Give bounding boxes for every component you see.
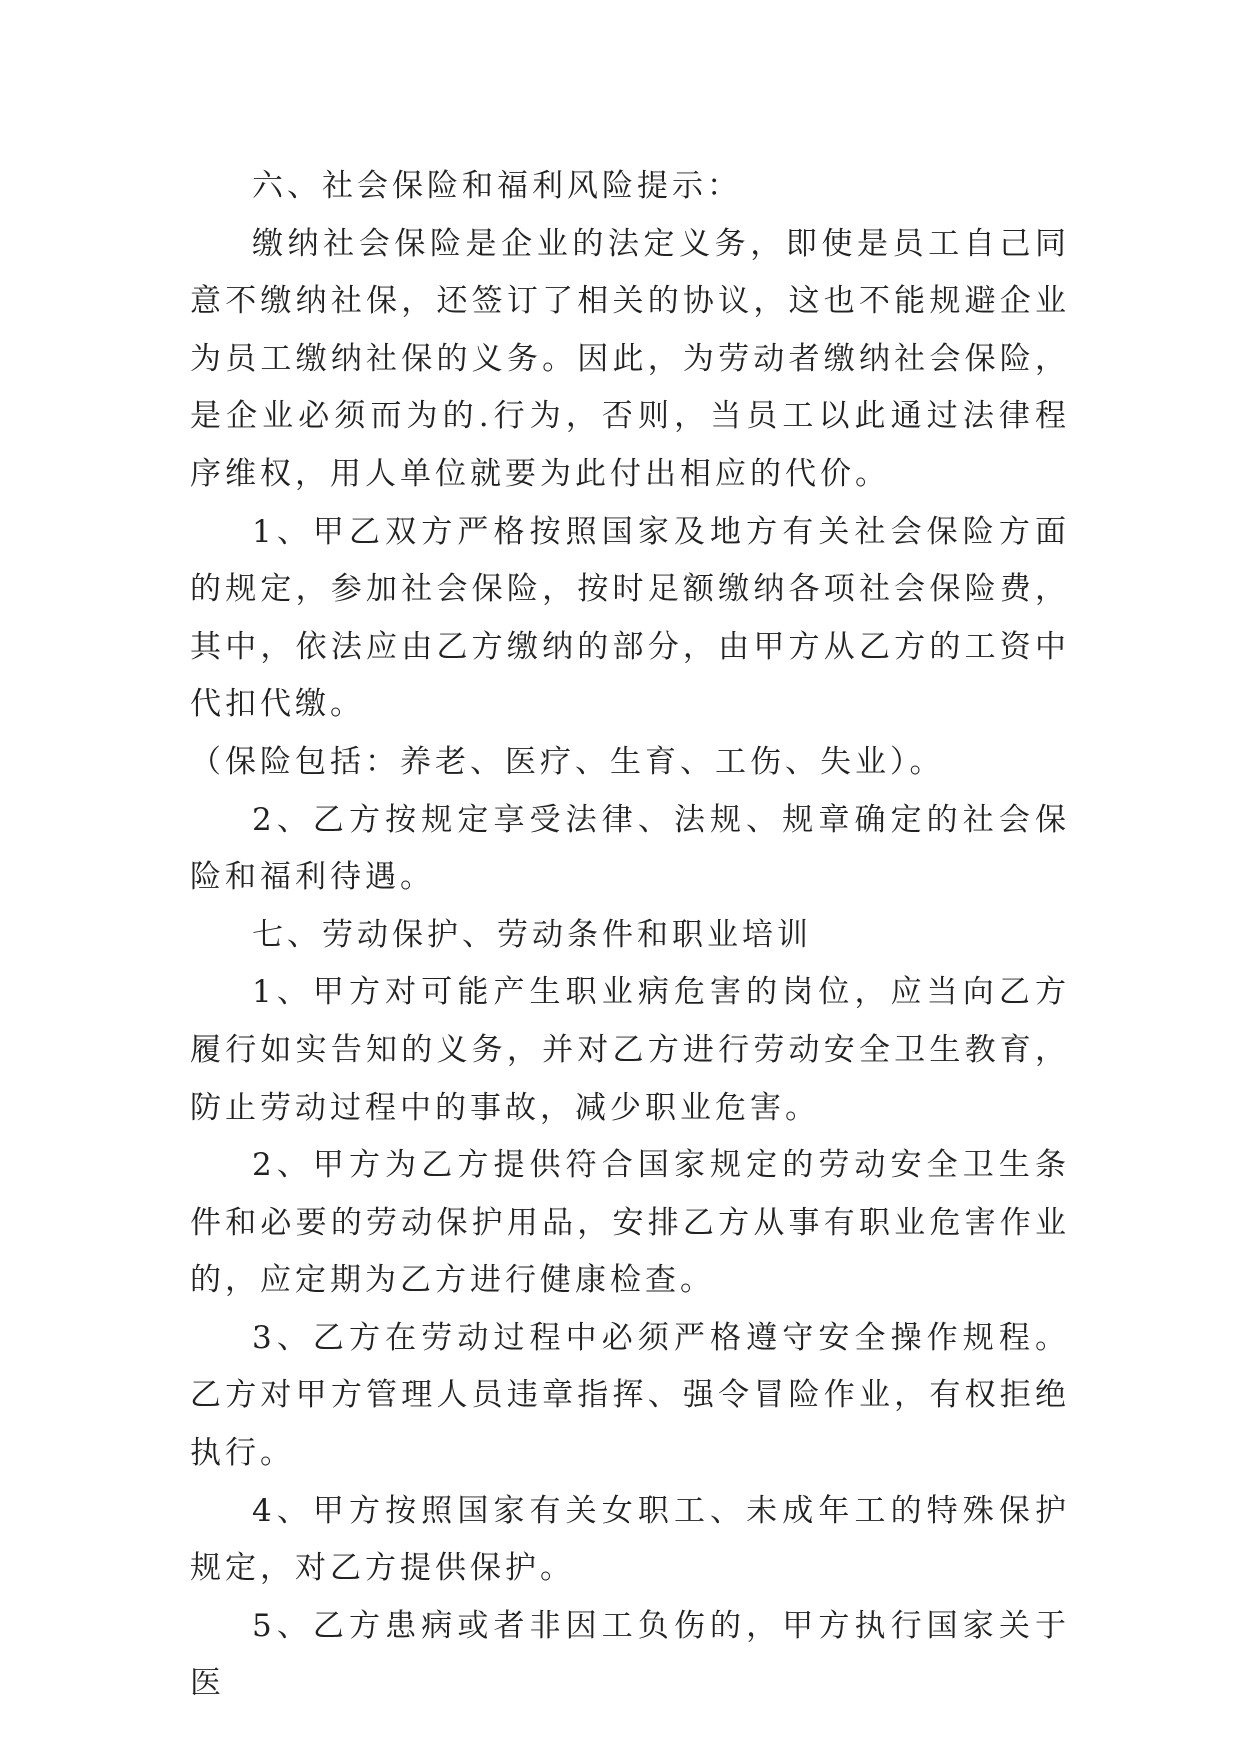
clause-7-4: 4、甲方按照国家有关女职工、未成年工的特殊保护规定，对乙方提供保护。 [190, 1492, 1070, 1587]
paragraph-social-insurance-obligation: 缴纳社会保险是企业的法定义务，即使是员工自己同意不缴纳社保，还签订了相关的协议，这也不能规避企业为员工缴纳社保的义务。因此，为劳动者缴纳社会保险，是企业必须而为的.行为，否则，当员工以此通过法律程序维权，用人单位就要为此付出相应的代价。 [190, 225, 1070, 492]
clause-7-5: 5、乙方患病或者非因工负伤的，甲方执行国家关于医 [190, 1607, 1070, 1702]
clause-7-2: 2、甲方为乙方提供符合国家规定的劳动安全卫生条件和必要的劳动保护用品，安排乙方从事有职业危害作业的，应定期为乙方进行健康检查。 [190, 1147, 1070, 1299]
document-body [190, 158, 1070, 1713]
section-heading-labor-protection: 七、劳动保护、劳动条件和职业培训 [252, 916, 812, 953]
clause-7-3: 3、乙方在劳动过程中必须严格遵守安全操作规程。乙方对甲方管理人员违章指挥、强令冒险作业，有权拒绝执行。 [190, 1319, 1070, 1472]
clause-6-2: 2、乙方按规定享受法律、法规、规章确定的社会保险和福利待遇。 [190, 801, 1070, 896]
clause-6-1-insurance-types: （保险包括：养老、医疗、生育、工伤、失业）。 [190, 743, 945, 780]
clause-6-1: 1、甲乙双方严格按照国家及地方有关社会保险方面的规定，参加社会保险，按时足额缴纳各项社会保险费，其中，依法应由乙方缴纳的部分，由甲方从乙方的工资中代扣代缴。 [190, 513, 1070, 723]
section-heading-social-insurance: 六、社会保险和福利风险提示： [252, 168, 742, 204]
clause-7-1: 1、甲方对可能产生职业病危害的岗位，应当向乙方履行如实告知的义务，并对乙方进行劳动安全卫生教育，防止劳动过程中的事故，减少职业危害。 [190, 974, 1070, 1126]
